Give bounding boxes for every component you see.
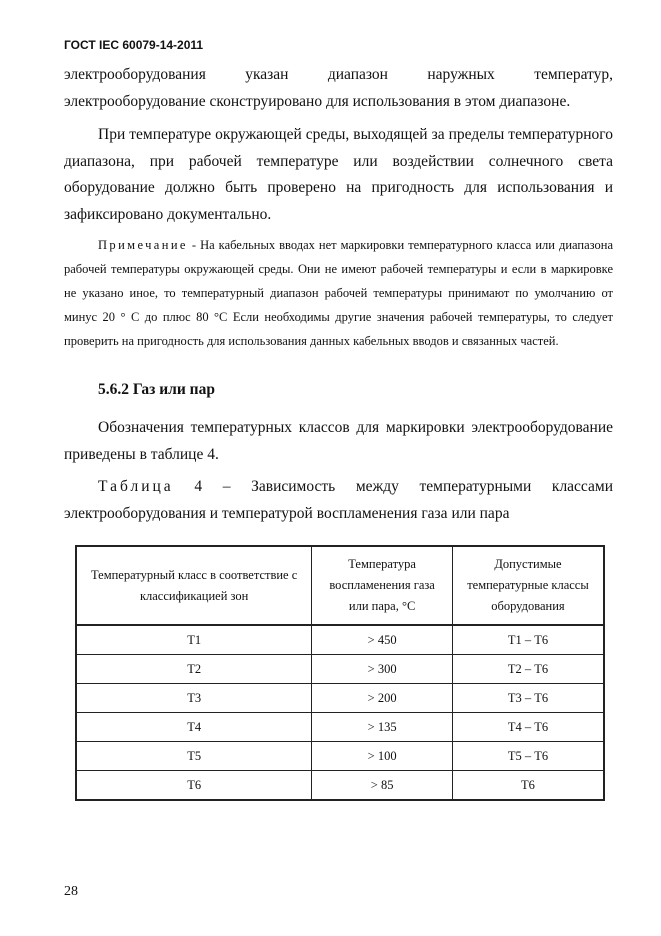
- cell-allowed: Т1 – Т6: [452, 625, 604, 655]
- cell-ignition: > 300: [312, 655, 453, 684]
- page-number: 28: [64, 884, 78, 899]
- cell-allowed: Т5 – Т6: [452, 742, 604, 771]
- document-header: ГОСТ IEC 60079-14-2011: [64, 38, 204, 52]
- table-row: [76, 625, 604, 655]
- note-dash: -: [187, 238, 201, 252]
- paragraph-temperature-range: При температуре окружающей среды, выходящей за пределы температурного диапазона, при рабочей температуре или воздействии солнечного света оборудование должно быть проверено на пригодность для использования и зафиксировано документально.: [64, 126, 613, 223]
- cell-class: Т6: [76, 771, 312, 801]
- table-caption: [64, 474, 613, 527]
- cell-ignition: > 100: [312, 742, 453, 771]
- cell-class: Т5: [76, 742, 312, 771]
- table-header-row: [76, 546, 604, 625]
- note-block: [64, 233, 613, 353]
- section-paragraph: Обозначения температурных классов для маркировки электрооборудование приведены в таблице 4.: [64, 419, 613, 463]
- cell-allowed: Т2 – Т6: [452, 655, 604, 684]
- table-row: [76, 771, 604, 801]
- cell-ignition: > 85: [312, 771, 453, 801]
- cell-ignition: > 200: [312, 684, 453, 713]
- cell-class: Т2: [76, 655, 312, 684]
- cell-allowed: Т6: [452, 771, 604, 801]
- cell-class: Т3: [76, 684, 312, 713]
- cell-ignition: > 450: [312, 625, 453, 655]
- cell-allowed: Т4 – Т6: [452, 713, 604, 742]
- table-caption-label: Таблица: [98, 478, 174, 495]
- cell-allowed: Т3 – Т6: [452, 684, 604, 713]
- temperature-class-table: [75, 545, 605, 801]
- header-temperature-class: Температурный класс в соответствие с классификацией зон: [76, 546, 312, 625]
- header-ignition-temperature: Температура воспламенения газа или пара, °С: [312, 546, 453, 625]
- header-allowed-classes: Допустимые температурные классы оборудования: [452, 546, 604, 625]
- section-heading: 5.6.2 Газ или пар: [98, 381, 215, 398]
- table-row: [76, 742, 604, 771]
- table-row: [76, 713, 604, 742]
- table-row: [76, 655, 604, 684]
- table-caption-text: 4 – Зависимость между температурными классами электрооборудования и температурой воспламенения газа или пара: [64, 478, 613, 522]
- table-row: [76, 684, 604, 713]
- cell-class: Т4: [76, 713, 312, 742]
- cell-class: Т1: [76, 625, 312, 655]
- cell-ignition: > 135: [312, 713, 453, 742]
- note-text: На кабельных вводах нет маркировки температурного класса или диапазона рабочей температуры окружающей среды. Они не имеют рабочей температуры и если в маркировке не указано иное, то температурный диапазон рабочей температуры принимают по умолчанию от минус 20 ° С до плюс 80 °С Если необходимы другие значения рабочей температуры, то следует проверить на пригодность для использования данных кабельных вводов и связанных частей.: [64, 238, 613, 348]
- note-label: Примечание: [98, 238, 188, 252]
- paragraph-continuation: электрооборудования указан диапазон наружных температур, электрооборудование сконструировано для использования в этом диапазоне.: [64, 66, 613, 110]
